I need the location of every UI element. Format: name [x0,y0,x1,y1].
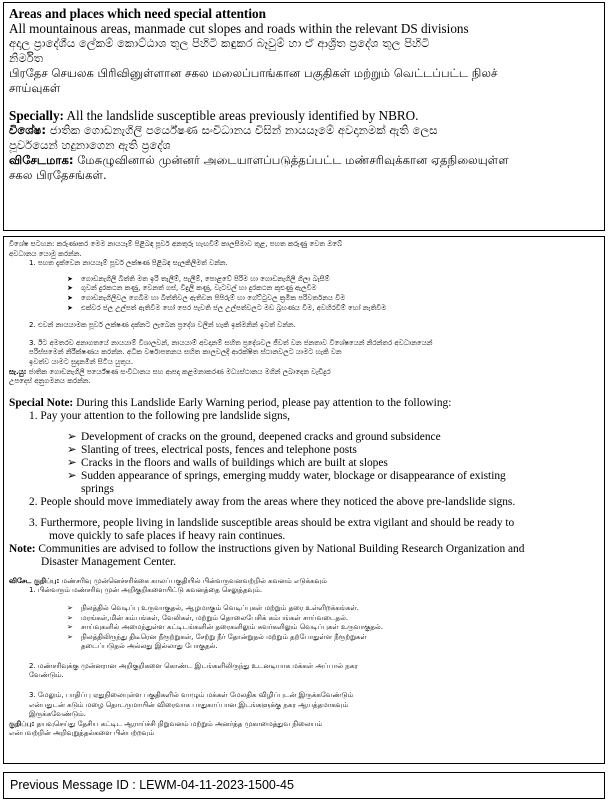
attention-line-ta-1: பிரதேச செயலக பிரிவினுள்ளான சகல மலைப்பாங்கான பகுதிகள் மற்றும் வெட்டப்பட்ட நிலச் [9,66,498,80]
ta-note-note-cont: என்பவற்றின் அறிவுறுத்தல்களை பின்பற்றவும் [9,729,155,738]
arrow-bullet-icon: ➢ [67,443,77,456]
si-note-item: 1. පහත දැක්වෙන නායයෑම් පූර්ව ලක්ෂණ පිළිබඳ සැලකිලිමත් වන්න. [29,259,228,268]
arrow-bullet-icon: ➢ [67,430,77,443]
ta-note-bullet-cont: தடைப்படுதல் அல்லது இல்லாது போகுதல். [81,642,218,651]
ta-note-item-cont: என்பதுடன் கடும் மழை தொடருமாயின் விரைவாக பாதுகாப்பான இடங்களுக்கு நகர ஆயத்தமாகவும் [29,700,349,709]
si-caution-label: සැ.යු: [9,367,27,376]
arrow-bullet-icon: ➢ [67,632,73,641]
en-note-heading: Special Note: During this Landslide Early Warning period, please pay attention to the following: [9,396,452,409]
si-note-line: අවධානය යොමු කරන්න. [9,249,82,258]
ta-note-item: 1. பின்வரும் மண்சரிவு முன் அறிகுறிகளையிட்டு கவனத்தை செலுத்தவும். [29,586,263,595]
note-label: Note: [9,542,36,555]
ta-note-item: 2. மண்சரிவுக்கு முன்னரான அறிகுறிகளை கொண்ட இடங்களிலிருந்து உடனடியாக மக்கள் அப்பால் நகர [29,661,358,670]
si-note-bullet: ➤ එක්වර ජල උල්පත් ඇතිවීම හෝ පෙර පැවති ජල උල්පත්වලට මඩ බ්‍රහණය වීම, අවහිරවීම් හෝ නැතිවීම [67,303,387,312]
ta-note-label: குறிப்பு: [9,719,35,728]
si-note-item: පරිස්සමෙන් නිරීක්ෂණය කරන්න. අධික වර්ෂාපතනය සහිත කාලවලදී ආරක්ෂිත ස්ථානවලට යාමට හැකි වන [29,348,342,357]
arrow-bullet-icon: ➢ [67,603,73,612]
en-note-bullet-cont: springs [81,482,114,495]
arrow-bullet-icon: ➢ [67,469,77,482]
en-note-bullet: ➢ Development of cracks on the ground, deepened cracks and ground subsidence [67,430,441,443]
specially-si-label: විශේෂ: [9,123,47,137]
si-note-caution: උපදෙස් අනුගමනය කරන්න. [9,377,91,386]
attention-line-en: All mountainous areas, manmade cut slopes and roads within the relevant DS divisions [9,21,469,36]
attention-areas-box [3,2,605,231]
si-note-item: 3. ඊට අමතරව අනාගතයේ නායයාම් විශාලවන්, නායයාම් අවදානම් සහිත ප්‍රදේශවල ජීවත් වන ජනතාව විශේෂයෙන් නිරන්තර අවධානයෙන් [29,338,433,347]
ta-note-item-cont: இருக்கவேண்டும். [29,710,86,719]
specially-line [9,108,599,123]
ta-note-note: குறிப்பு: தயவுசெய்து தேசிய கட்டிட ஆராய்ச்சி நிறுவனம் மற்றும் அனர்த்த முகாமைத்துவ நிலையம் [9,719,323,728]
attention-line-si-1: අදාල ප්‍රාදේශීය ලේකම් කොට්ඨාශ තුල පිහිටි කඳුකර බෑවුම් හා ඒ ආශ්‍රිත ප්‍රදේශ තුල පිහිටි [9,36,430,50]
arrow-bullet-icon: ➢ [67,623,73,632]
en-note-item: 2. People should move immediately away from the areas where they noticed the above pre-landslide signs. [29,495,516,508]
specially-ta-text: மேசுழுவினால் முன்னர் அடையாளப்படுத்தப்பட்ட மண்சரிவுக்கான ஏதநிலையுள்ள [73,153,509,167]
arrow-bullet-icon: ➢ [67,456,77,469]
special-notes-box [3,236,605,764]
en-note-note-cont: Disaster Management Center. [41,555,177,568]
previous-message-box [3,772,605,799]
ta-special-note-label: விசேட குறிப்பு: [9,576,60,585]
arrow-bullet-icon: ➤ [67,274,73,283]
en-note-note: Note: Communities are advised to follow the instructions given by National Building Research Organization and [9,542,525,555]
en-note-bullet: ➢ Cracks in the floors and walls of buildings which are built at slopes [67,456,388,469]
si-note-bullet: ➤ ගොඩනැගිලි බිත්ති මත ඉරි තැලීම්, පැලීම්, පොළවේ පිරිම හා ගොඩනැගිලි ගිලා බැසීම් [67,274,330,283]
ta-note-item-cont: வேண்டும். [29,671,64,680]
attention-heading: Areas and places which need special attention [9,6,266,21]
arrow-bullet-icon: ➤ [67,293,73,302]
attention-line-ta-2: சாய்வுகள் [9,81,61,95]
specially-label: Specially: [9,108,64,123]
ta-note-heading: விசேட குறிப்பு: மண்சரிவு முன்னெச்சரிக்கை காலப்பகுதியில் பின்வருவனவற்றில் கவனம் எடுக்கவும் [9,576,327,585]
arrow-bullet-icon: ➤ [67,303,73,312]
specially-si-line [9,123,599,138]
arrow-bullet-icon: ➢ [67,613,73,622]
ta-note-item: 3. மேலும், பாதிப்பு ஏதுநிலையுள்ள பகுதிகளில் வாழும் மக்கள் மேலதிக விழிப்புடன் இருக்கவேண்டும் [29,691,354,700]
si-note-bullet: ➤ ගුවන් දුරකථන කණු, වෙනත් ගස්, විදුලි කණු, වැටවල් හා දුරකථන කුළුණු ඇලවීම [67,284,317,293]
previous-message-id: Previous Message ID : LEWM-04-11-2023-1500-45 [10,778,294,792]
si-note-caution: සැ.යු: ජාතික ගොඩනැගිලි පර්යේෂණ සංවිධානය සහ ආපදා කළමනාකරණ මධ්‍යස්ථානය මගින් ලබාදෙන වැඩිදුර [9,367,331,376]
ta-note-bullet: ➢ நிலத்திலிருந்து திடீரென நீரூற்றுகள், சேற்று நீர் தோன்றுதல் மற்றும் தற்போதுள்ள நீரூற்றுகள் [67,632,367,641]
specially-ta-label: விசேடமாக: [9,153,74,167]
en-note-bullet: ➢ Sudden appearance of springs, emerging muddy water, blockage or disappearance of existing [67,469,506,482]
ta-note-bullet: ➢ சாய்வுகளில் அமைந்துள்ள கட்டிடங்களின் தரைகளிலும் சுவர்களிலும் வெடிப்புகள் உருவாகுதல். [67,623,383,632]
en-note-item-cont: move quickly to safe places if heavy rain continues. [49,529,286,542]
special-note-label: Special Note: [9,396,74,409]
arrow-bullet-icon: ➤ [67,284,73,293]
specially-ta-line [9,153,599,168]
si-note-line: විශේෂ සටහන: කරුණාකර මෙම නායයෑම් පිළිබඳ පූර්ව අනතුරු හැඟවීම් කාලසීමාව තුළ, පහත කරුණු වෙත ඔබේ [9,240,343,248]
specially-si-text: ජාතික ගොඩනැගිලි පර්යේෂණ සංවිධානය විසින් නායයෑමේ අවදානමක් ඇති ලෙස [46,123,438,137]
en-note-bullet: ➢ Slanting of trees, electrical posts, fences and telephone posts [67,443,357,456]
ta-note-bullet: ➢ மரங்கள்,மின் கம்பங்கள், வேலிகள், மற்றும் தொலைபேசிக் கம்பங்கள் சாய்வடைதல். [67,613,349,622]
attention-line-si-2: නිර්මිත [9,51,44,65]
si-note-item: ඉවත්ව යාමට සුදානමින් සිටිය යුතුය. [29,357,134,366]
en-note-item: 1. Pay your attention to the following pre landslide signs, [29,409,291,422]
specially-si-line-2: පූර්වයෙන් හදුනාගෙන ඇති ප්‍රදේශ [9,138,171,152]
specially-text: All the landslide susceptible areas previously identified by NBRO. [63,108,419,123]
si-note-item: 2. එවන් නායයාමක පූර්ව ලක්ෂණ දක්නට ලැබෙන ප්‍රදේශ වලින් හැකි ඉක්මනින් ඉවත් වන්න. [29,321,296,330]
ta-note-bullet: ➢ நிலத்தில் வெடிப்பு உருவாகுதல், ஆழமாகும் வெடிப்புகள் மற்றும் தரை உள்ளிறக்கங்கள். [67,603,359,612]
specially-ta-line-2: சகல பிரதேசங்கள். [9,168,107,182]
en-note-item: 3. Furthermore, people living in landslide susceptible areas should be extra vigilant and should be ready to [29,516,515,529]
si-note-bullet: ➤ ගොඩනැගිලිවල ගෙබිම හා බිත්තිවල ඇතිවන පිපිරුම් හා ගේට්ටුවල ක්‍රමික පරිවර්තනය වීම [67,293,346,302]
